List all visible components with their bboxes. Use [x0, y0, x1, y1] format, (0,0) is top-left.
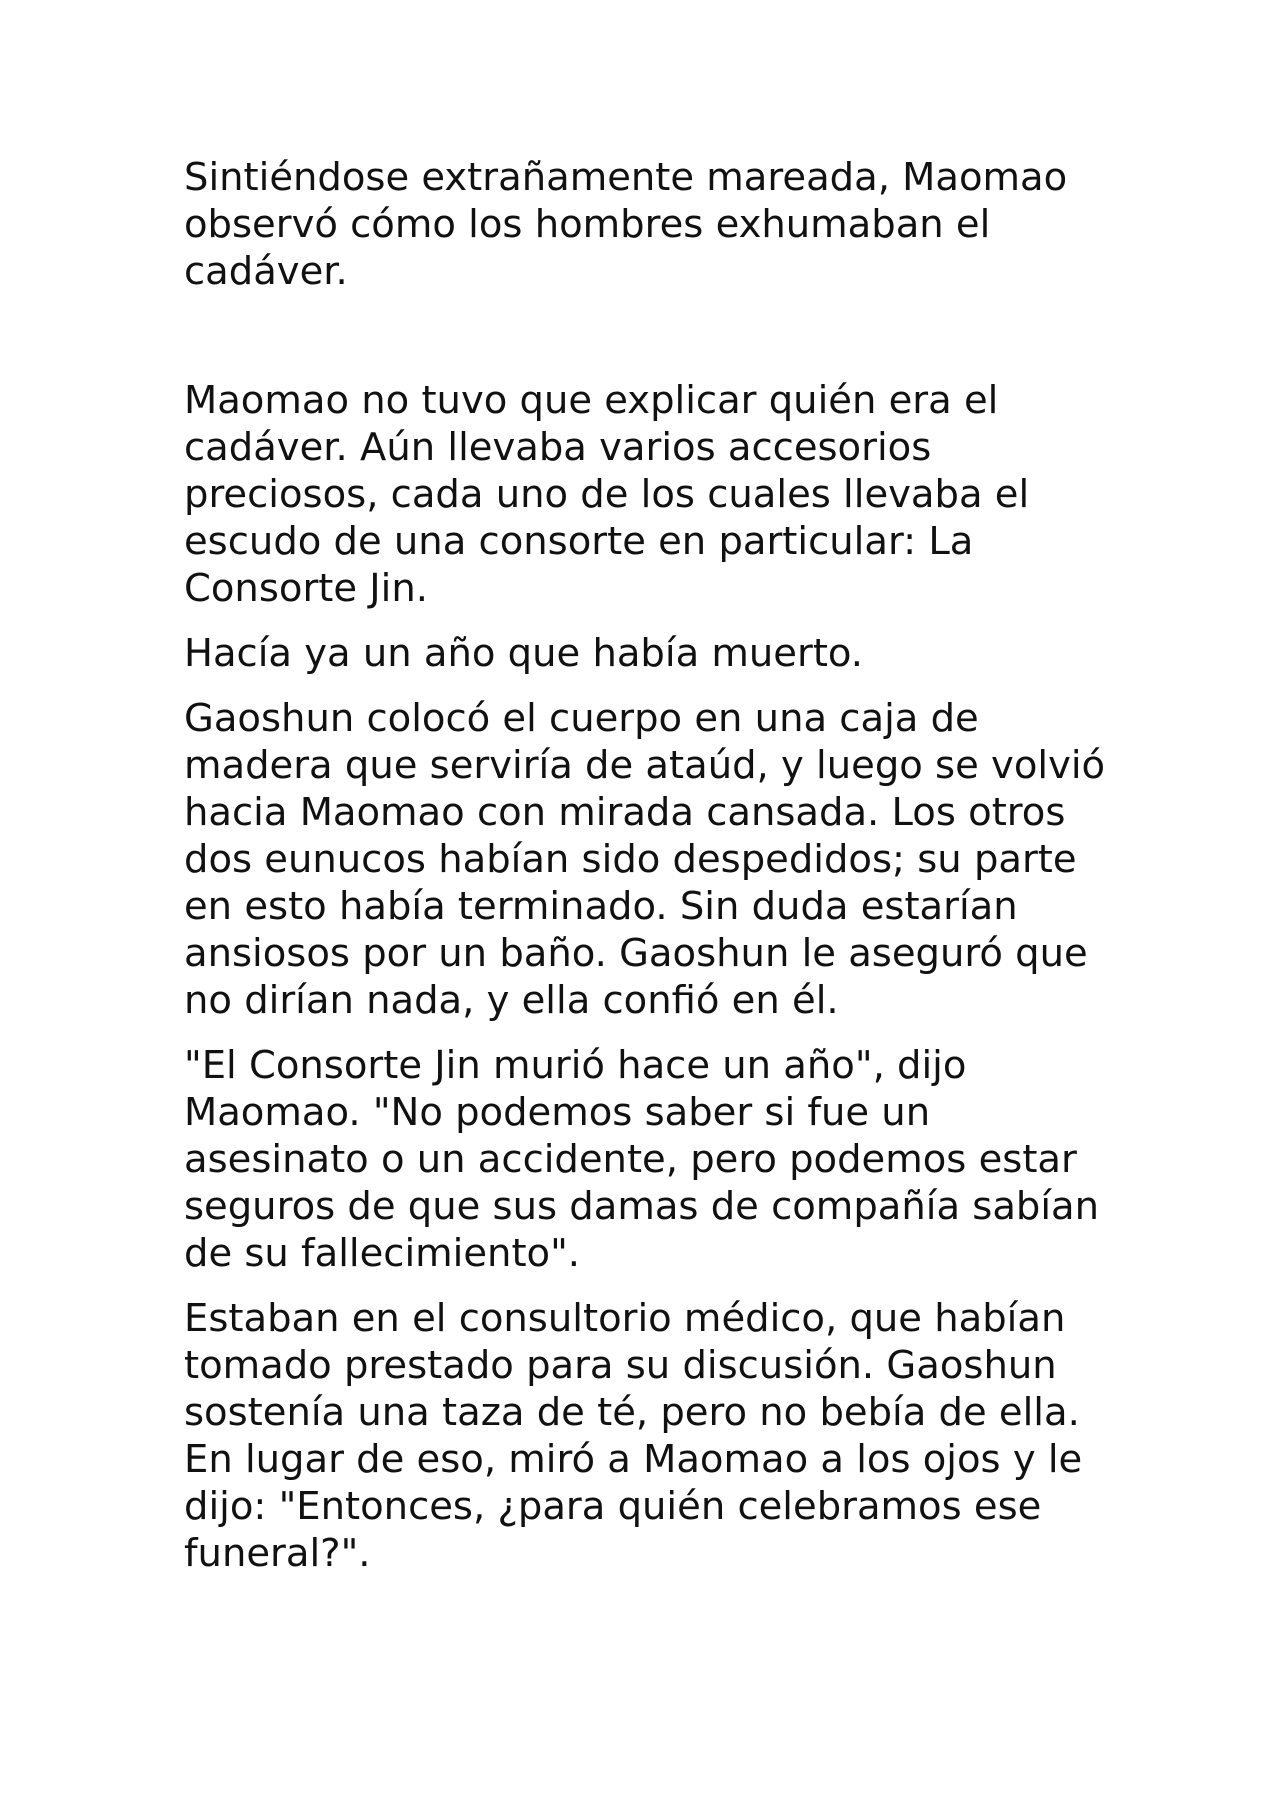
- paragraph-1: Sintiéndose extrañamente mareada, Maomao observó cómo los hombres exhumaban el cadáver.: [184, 155, 1068, 294]
- document-body: [184, 154, 1114, 1595]
- paragraph-2: Maomao no tuvo que explicar quién era el cadáver. Aún llevaba varios accesorios preciosos, cada uno de los cuales llevaba el escudo de una consorte en particular: La Consorte Jin.: [184, 378, 1030, 611]
- paragraph-3: Hacía ya un año que había muerto.: [184, 631, 864, 676]
- paragraph-4: Gaoshun colocó el cuerpo en una caja de madera que serviría de ataúd, y luego se volvió hacia Maomao con mirada cansada. Los otros dos eunucos habían sido despedidos; su parte en esto había terminado. Sin duda estarían ansiosos por un baño. Gaoshun le aseguró que no dirían nada, y ella confió en él.: [184, 696, 1106, 1023]
- paragraph-5: "El Consorte Jin murió hace un año", dijo Maomao. "No podemos saber si fue un asesinato o un accidente, pero podemos estar seguros de que sus damas de compañía sabían de su fallecimiento".: [184, 1043, 1100, 1276]
- paragraph-6: Estaban en el consultorio médico, que habían tomado prestado para su discusión. Gaoshun sostenía una taza de té, pero no bebía de ella. En lugar de eso, miró a Maomao a los ojos y le dijo: "Entonces, ¿para quién celebramos ese funeral?".: [184, 1296, 1083, 1576]
